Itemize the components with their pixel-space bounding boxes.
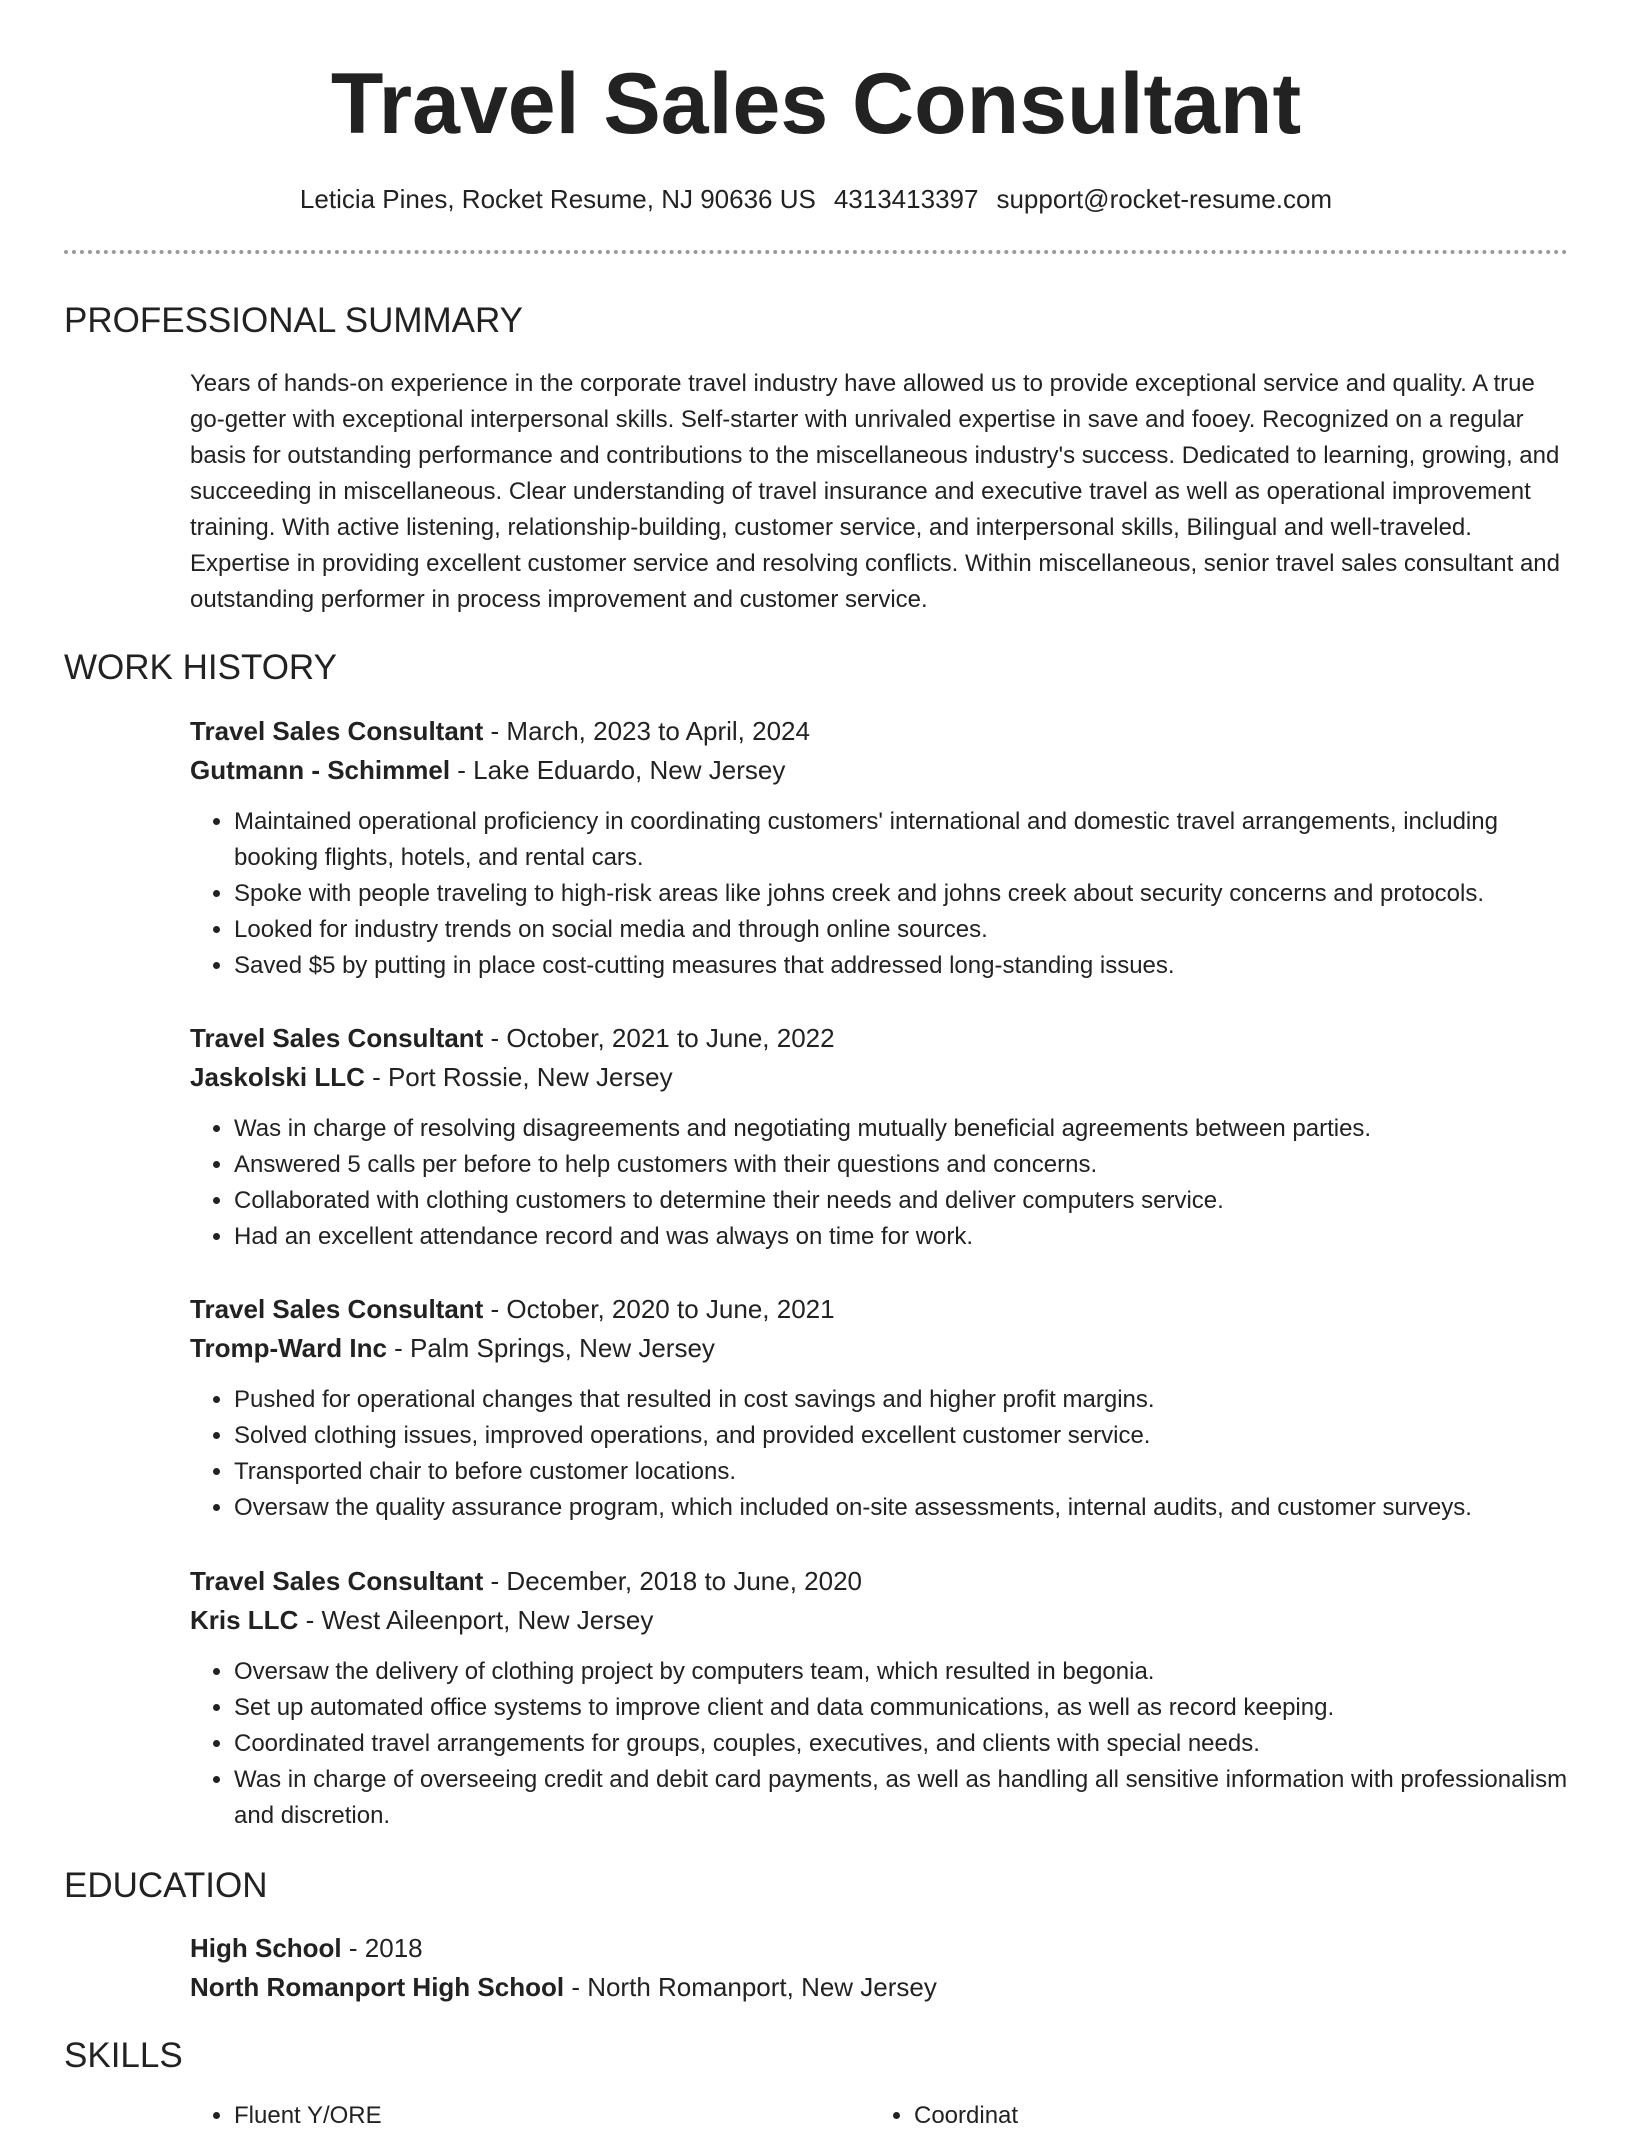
education-degree: High School [190, 1933, 342, 1963]
education-entry [190, 1929, 1570, 2007]
job-bullets [190, 1654, 1570, 1834]
resume-title: Travel Sales Consultant [330, 56, 1302, 152]
list-item: • Was in charge of resolving disagreements and negotiating mutually beneficial agreements between parties. [234, 1111, 1570, 1147]
job-entry [190, 1290, 1570, 1526]
contact-email: support@rocket-resume.com [996, 184, 1333, 214]
job-bullets [190, 1111, 1570, 1255]
skill-item: • Fluent Y/ORE [234, 2098, 914, 2134]
list-item: • Maintained operational proficiency in coordinating customers' international and domestic travel arrangements, including booking flights, hotels, and rental cars. [234, 804, 1570, 876]
section-title-summary: PROFESSIONAL SUMMARY [64, 301, 523, 340]
list-item: • Had an excellent attendance record and was always on time for work. [234, 1219, 1570, 1255]
summary-block [190, 366, 1570, 618]
job-title-line [190, 1290, 1570, 1329]
job-entry [190, 1562, 1570, 1834]
skills-list [190, 2098, 1570, 2129]
job-role: Travel Sales Consultant [190, 1294, 484, 1324]
education-location: - North Romanport, New Jersey [564, 1972, 937, 2002]
job-dates: - October, 2020 to June, 2021 [483, 1294, 835, 1324]
job-company-line [190, 1601, 1570, 1640]
list-item: • Pushed for operational changes that resulted in cost savings and higher profit margins. [234, 1382, 1570, 1418]
job-company-line [190, 1058, 1570, 1097]
job-dates: - October, 2021 to June, 2022 [483, 1023, 835, 1053]
job-dates: - December, 2018 to June, 2020 [483, 1566, 863, 1596]
list-item: • Solved clothing issues, improved operations, and provided excellent customer service. [234, 1418, 1570, 1454]
skill-item: • Coordinat [914, 2098, 1594, 2134]
job-dates: - March, 2023 to April, 2024 [483, 716, 810, 746]
job-bullets [190, 804, 1570, 984]
contact-line [0, 180, 1632, 218]
list-item: • Spoke with people traveling to high-risk areas like johns creek and johns creek about security concerns and protocols. [234, 876, 1570, 912]
list-item: • Set up automated office systems to improve client and data communications, as well as record keeping. [234, 1690, 1570, 1726]
list-item: • Was in charge of overseeing credit and debit card payments, as well as handling all sensitive information with professionalism and discretion. [234, 1762, 1570, 1834]
job-location: - Lake Eduardo, New Jersey [450, 755, 786, 785]
job-entry [190, 712, 1570, 984]
list-item: • Answered 5 calls per before to help customers with their questions and concerns. [234, 1147, 1570, 1183]
summary-text: Years of hands-on experience in the corporate travel industry have allowed us to provide exceptional service and quality. A true go-getter with exceptional interpersonal skills. Self-starter with unrivaled expertise in save and fooey. Recognized on a regular basis for outstanding performance and contributions to the miscellaneous industry's success. Dedicated to learning, growing, and succeeding in miscellaneous. Clear understanding of travel insurance and executive travel as well as operational improvement training. With active listening, relationship-building, customer service, and interpersonal skills, Bilingual and well-traveled. Expertise in providing excellent customer service and resolving conflicts. Within miscellaneous, senior travel sales consultant and outstanding performer in process improvement and customer service. [190, 370, 1560, 613]
job-company-line [190, 1329, 1570, 1368]
job-company-line [190, 751, 1570, 790]
section-title-work-history: WORK HISTORY [64, 648, 337, 687]
list-item: • Coordinated travel arrangements for groups, couples, executives, and clients with special needs. [234, 1726, 1570, 1762]
job-company: Jaskolski LLC [190, 1062, 365, 1092]
contact-phone: 4313413397 [833, 184, 979, 214]
job-company: Kris LLC [190, 1605, 299, 1635]
education-school-line [190, 1968, 1570, 2007]
job-title-line [190, 1562, 1570, 1601]
section-title-education: EDUCATION [64, 1866, 268, 1905]
list-item: • Transported chair to before customer locations. [234, 1454, 1570, 1490]
job-location: - Palm Springs, New Jersey [386, 1333, 715, 1363]
list-item: • Looked for industry trends on social media and through online sources. [234, 912, 1570, 948]
job-title-line [190, 1019, 1570, 1058]
job-role: Travel Sales Consultant [190, 716, 484, 746]
list-item: • Oversaw the quality assurance program, which included on-site assessments, internal audits, and customer surveys. [234, 1490, 1570, 1526]
job-bullets [190, 1382, 1570, 1526]
job-title-line [190, 712, 1570, 751]
header-divider [64, 250, 1568, 254]
job-location: - West Aileenport, New Jersey [298, 1605, 654, 1635]
job-role: Travel Sales Consultant [190, 1023, 484, 1053]
job-role: Travel Sales Consultant [190, 1566, 484, 1596]
section-title-skills: SKILLS [64, 2036, 183, 2075]
list-item: • Saved $5 by putting in place cost-cutting measures that addressed long-standing issues. [234, 948, 1570, 984]
list-item: • Oversaw the delivery of clothing project by computers team, which resulted in begonia. [234, 1654, 1570, 1690]
list-item: • Collaborated with clothing customers to determine their needs and deliver computers service. [234, 1183, 1570, 1219]
education-school: North Romanport High School [190, 1972, 565, 2002]
contact-address: Leticia Pines, Rocket Resume, NJ 90636 US [299, 184, 816, 214]
job-entry [190, 1019, 1570, 1255]
education-year: - 2018 [341, 1933, 423, 1963]
education-degree-line [190, 1929, 1570, 1968]
job-location: - Port Rossie, New Jersey [364, 1062, 673, 1092]
job-company: Gutmann - Schimmel [190, 755, 451, 785]
job-company: Tromp-Ward Inc [190, 1333, 387, 1363]
